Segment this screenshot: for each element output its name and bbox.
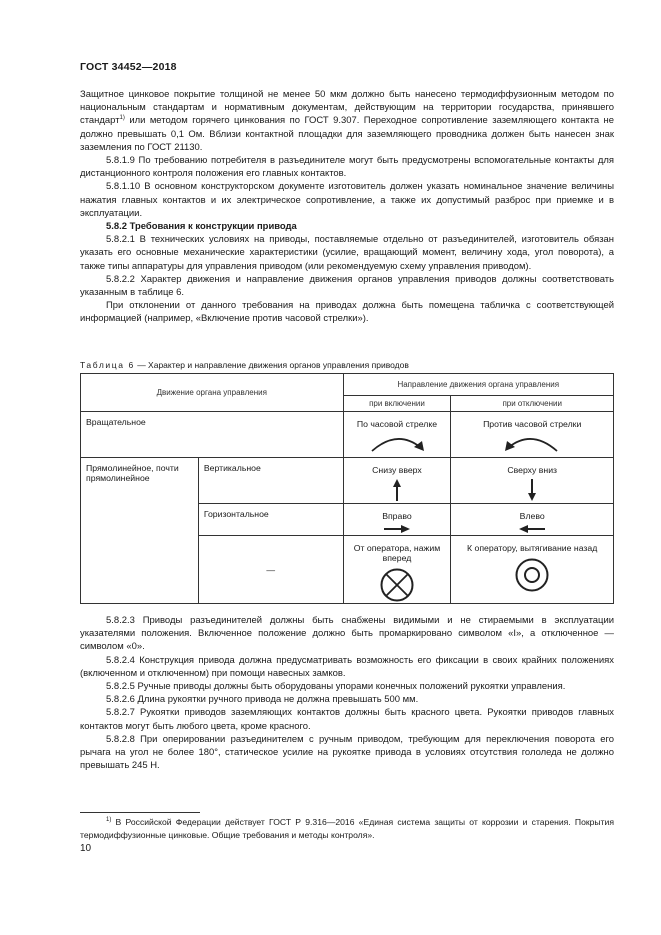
- clockwise-arc-arrow-icon: [362, 433, 432, 453]
- paragraph: При отклонении от данного требования на приводах должна быть помещена табличка с соответствующей информацией (например, «Включение против часовой стрелки»).: [80, 300, 614, 325]
- paragraph: 5.8.2.5 Ручные приводы должны быть оборудованы упорами конечных положений рукоятки управления.: [106, 681, 566, 693]
- row-operator-on: От оператора, нажим вперед: [343, 536, 451, 604]
- footnote-area: [80, 812, 614, 841]
- paragraph: Защитное цинковое покрытие толщиной не менее 50 мкм должно быть нанесено термодиффузионным методом по национальным стандартам и нормативным документам, действующим на территории государства, принявшего стандарт$^{1)}$ или методом горячего цинкования по ГОСТ 9.307. Переходное сопротивление заземляющего контакта не должно превышать 0,1 Ом. Вблизи контактной площадки для заземляющего проводника должен быть нанесен знак заземления по ГОСТ 21130.: [80, 89, 614, 153]
- header-on: при включении: [343, 396, 451, 412]
- footnote-ref: 1): [119, 115, 125, 122]
- footnote: $^{1)}$ В Российской Федерации действует ГОСТ Р 9.316—2016 «Единая система защиты от коррозии и старения. Покрытия термодиффузионные цинковые. Общие требования и методы контроля».: [80, 817, 614, 840]
- row-rotational-on: По часовой стрелке: [343, 412, 451, 458]
- table-6: [80, 373, 614, 604]
- row-operator-label: —: [198, 536, 343, 604]
- footnote-divider: [80, 812, 200, 813]
- arrow-up-icon: [392, 479, 402, 501]
- body-text-bottom: [80, 614, 614, 772]
- arrow-right-icon: [384, 525, 410, 533]
- paragraph: 5.8.2.4 Конструкция привода должна предусматривать возможность его фиксации в своих крайних положениях (включенном и отключенном) при помощи навесных замков.: [80, 654, 614, 679]
- header-movement: Движение органа управления: [81, 374, 344, 412]
- row-horizontal-on: Вправо: [343, 504, 451, 536]
- paragraph: 5.8.1.10 В основном конструкторском документе изготовитель должен указать номинальное значение величины нажатия главных контактов и их электрическое сопротивление, а также их допустимый разброс при приемке и в эксплуатации.: [80, 181, 614, 219]
- paragraph: 5.8.1.9 По требованию потребителя в разъединителе могут быть предусмотрены вспомогательные контакты для дистанционного контроля положения его главных контактов.: [80, 155, 614, 180]
- row-horizontal-label: Горизонтальное: [198, 504, 343, 536]
- row-vertical-label: Вертикальное: [198, 458, 343, 504]
- arrow-left-icon: [519, 525, 545, 533]
- paragraph: 5.8.2.2 Характер движения и направление движения органов управления приводов должны соответствовать указанным в таблице 6.: [80, 273, 614, 299]
- header-direction: Направление движения органа управления: [343, 374, 613, 396]
- circle-cross-icon: [379, 567, 415, 603]
- arrow-down-icon: [527, 479, 537, 501]
- paragraph: 5.8.2.3 Приводы разъединителей должны быть снабжены видимыми и не стираемыми в эксплуатации указателями положения. Включенное положение должно быть промаркировано символом «I», а отключенное — символом «0».: [80, 615, 614, 653]
- document-header: ГОСТ 34452—2018: [80, 61, 177, 73]
- page-number: 10: [80, 843, 92, 854]
- paragraph: 5.8.2.1 В технических условиях на приводы, поставляемые отдельно от разъединителей, изготовитель обязан указать его основные механические характеристики (усилие, вращающий момент, величину хода, угол поворота), а также типы аппаратуры для управления приводом (или рекомендуемую схему управления приводом).: [80, 234, 614, 272]
- row-vertical-off: Сверху вниз: [451, 458, 614, 504]
- section-heading: 5.8.2 Требования к конструкции привода: [106, 221, 297, 233]
- row-rotational-label: Вращательное: [81, 412, 344, 458]
- counterclockwise-arc-arrow-icon: [497, 433, 567, 453]
- row-linear-label: Прямолинейное, почти прямолинейное: [81, 458, 199, 604]
- row-rotational-off: Против часовой стрелки: [451, 412, 614, 458]
- paragraph: 5.8.2.7 Рукоятки приводов заземляющих контактов должны быть красного цвета. Рукоятки приводов главных контактов могут быть любого цвета, кроме красного.: [80, 707, 614, 732]
- circle-dot-icon: [514, 557, 550, 593]
- row-horizontal-off: Влево: [451, 504, 614, 536]
- row-operator-off: К оператору, вытягивание назад: [451, 536, 614, 604]
- body-text-top: [80, 88, 614, 326]
- paragraph: 5.8.2.6 Длина рукоятки ручного привода не должна превышать 500 мм.: [106, 694, 419, 706]
- paragraph: 5.8.2.8 При оперировании разъединителем с ручным приводом, требующим для переключения поворота его рычага на угол не более 180°, статическое усилие на рукоятке привода в условиях отсутствия гололеда не должно превышать 245 Н.: [80, 733, 614, 772]
- header-off: при отключении: [451, 396, 614, 412]
- row-vertical-on: Снизу вверх: [343, 458, 451, 504]
- table-caption: Таблица 6 — Характер и направление движения органов управления приводов: [80, 360, 409, 370]
